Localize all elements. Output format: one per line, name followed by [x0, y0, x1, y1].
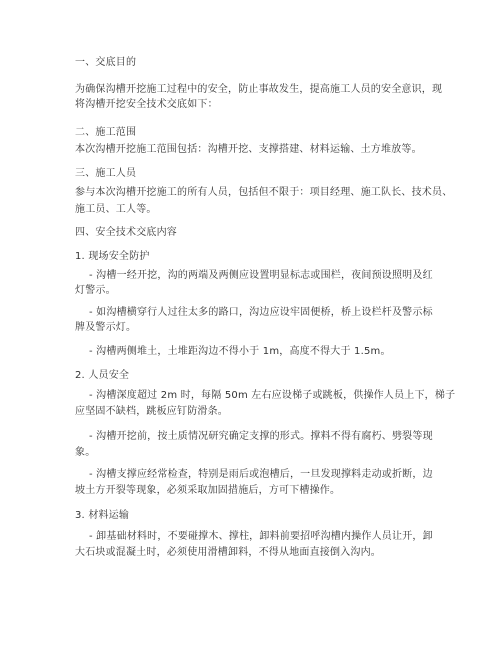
personnel-safety-item-1-line-1: - 沟槽深度超过 2m 时，每隔 50m 左右应设梯子或跳板，供操作人员上下，梯子: [89, 390, 456, 401]
subsection-heading-personnel-safety: 2. 人员安全: [75, 370, 130, 381]
personnel-safety-item-3-line-1: - 沟槽支撑应经常检查，特别是雨后或泡槽后，一旦发现撑料走动或折断，边: [89, 469, 433, 480]
subsection-heading-material-transport: 3. 材料运输: [75, 510, 130, 521]
material-transport-item-1-line-1: - 卸基础材料时，不要碰撑木、撑柱，卸料前要招呼沟槽内操作人员让开，卸: [89, 531, 433, 542]
personnel-paragraph-line-1: 参与本次沟槽开挖施工的所有人员，包括但不限于：项目经理、施工队长、技术员、: [75, 187, 453, 198]
purpose-paragraph-line-2: 将沟槽开挖安全技术交底如下：: [75, 99, 218, 110]
scope-paragraph-line-1: 本次沟槽开挖施工范围包括：沟槽开挖、支撑搭建、材料运输、土方堆放等。: [75, 144, 422, 155]
personnel-safety-item-3-line-2: 坡土方开裂等现象，必须采取加固措施后，方可下槽操作。: [75, 485, 341, 496]
section-heading-personnel: 三、施工人员: [75, 168, 137, 179]
personnel-safety-item-1-line-2: 应坚固不缺档，跳板应钉防滑条。: [75, 406, 228, 417]
material-transport-item-1-line-2: 大石块或混凝土时，必须使用滑槽卸料，不得从地面直接倒入沟内。: [75, 547, 381, 558]
personnel-safety-item-2-line-2: 象。: [75, 447, 96, 458]
site-protection-item-1-line-2: 灯警示。: [75, 285, 116, 296]
subsection-heading-site-protection: 1. 现场安全防护: [75, 251, 150, 262]
personnel-safety-item-2-line-1: - 沟槽开挖前，按土质情况研究确定支撑的形式。撑料不得有腐朽、劈裂等现: [89, 431, 433, 442]
section-heading-purpose: 一、交底目的: [75, 57, 137, 68]
site-protection-item-1-line-1: - 沟槽一经开挖，沟的两端及两侧应设置明显标志或围栏，夜间预设照明及红: [89, 270, 433, 281]
site-protection-item-3: - 沟槽两侧堆土，土堆距沟边不得小于 1m，高度不得大于 1.5m。: [89, 346, 391, 357]
section-heading-contents: 四、安全技术交底内容: [75, 227, 177, 238]
personnel-paragraph-line-2: 施工员、工人等。: [75, 204, 157, 215]
site-protection-item-2-line-2: 牌及警示灯。: [75, 322, 137, 333]
section-heading-scope: 二、施工范围: [75, 127, 137, 138]
purpose-paragraph-line-1: 为确保沟槽开挖施工过程中的安全，防止事故发生，提高施工人员的安全意识，现: [75, 84, 443, 95]
site-protection-item-2-line-1: - 如沟槽横穿行人过往太多的路口，沟边应设牢固便桥，桥上设栏杆及警示标: [89, 307, 433, 318]
